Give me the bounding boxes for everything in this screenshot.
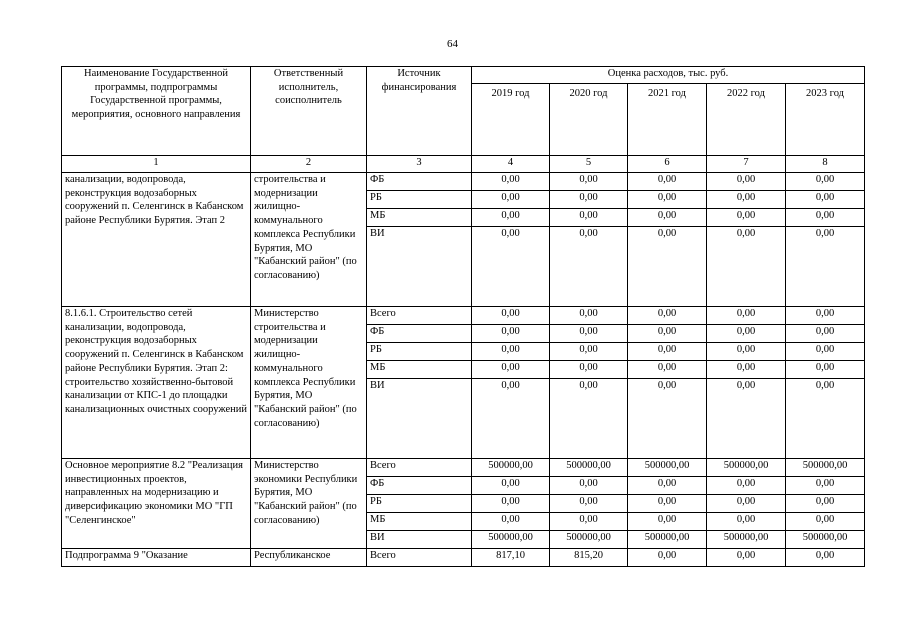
cost-value-cell: 0,00 bbox=[707, 495, 786, 513]
header-responsible: Ответственный исполнитель, соисполнитель bbox=[251, 67, 367, 156]
header-year: 2023 год bbox=[786, 84, 865, 156]
column-number: 7 bbox=[707, 156, 786, 173]
cost-value-cell: 0,00 bbox=[707, 513, 786, 531]
cost-value-cell: 0,00 bbox=[786, 361, 865, 379]
responsible-cell: строительства и модернизации жилищно-коммунального комплекса Республики Бурятия, МО "Кабанский район" (по согласованию) bbox=[251, 173, 367, 307]
cost-value-cell: 0,00 bbox=[628, 173, 707, 191]
cost-value-cell: 0,00 bbox=[550, 361, 628, 379]
cost-value-cell: 0,00 bbox=[786, 191, 865, 209]
cost-value-cell: 0,00 bbox=[472, 307, 550, 325]
funding-source-cell: ФБ bbox=[367, 477, 472, 495]
funding-source-cell: РБ bbox=[367, 191, 472, 209]
page-number: 64 bbox=[447, 38, 458, 50]
funding-source-cell: ВИ bbox=[367, 531, 472, 549]
cost-value-cell: 0,00 bbox=[472, 361, 550, 379]
cost-value-cell: 0,00 bbox=[472, 227, 550, 307]
funding-source-cell: Всего bbox=[367, 459, 472, 477]
column-numbers-row bbox=[62, 156, 865, 173]
cost-value-cell: 0,00 bbox=[550, 477, 628, 495]
column-number: 5 bbox=[550, 156, 628, 173]
funding-source-cell: ВИ bbox=[367, 227, 472, 307]
header-name: Наименование Государственной программы, подпрограммы Государственной программы, мероприятия, основного направления bbox=[62, 67, 251, 156]
cost-value-cell: 0,00 bbox=[628, 191, 707, 209]
cost-value-cell: 0,00 bbox=[707, 549, 786, 567]
cost-value-cell: 0,00 bbox=[628, 379, 707, 459]
cost-value-cell: 0,00 bbox=[786, 513, 865, 531]
funding-source-cell: МБ bbox=[367, 513, 472, 531]
cost-value-cell: 0,00 bbox=[707, 477, 786, 495]
funding-source-cell: ФБ bbox=[367, 173, 472, 191]
funding-source-cell: Всего bbox=[367, 307, 472, 325]
cost-value-cell: 0,00 bbox=[550, 379, 628, 459]
cost-value-cell: 500000,00 bbox=[550, 531, 628, 549]
cost-value-cell: 0,00 bbox=[786, 477, 865, 495]
cost-value-cell: 0,00 bbox=[550, 495, 628, 513]
measure-name-cell: Основное мероприятие 8.2 "Реализация инвестиционных проектов, направленных на модернизацию и диверсификацию экономики МО "ГП "Селенгинское" bbox=[62, 459, 251, 549]
header-costs: Оценка расходов, тыс. руб. bbox=[472, 67, 865, 84]
cost-value-cell: 0,00 bbox=[707, 173, 786, 191]
cost-value-cell: 0,00 bbox=[707, 325, 786, 343]
cost-value-cell: 500000,00 bbox=[628, 459, 707, 477]
cost-value-cell: 0,00 bbox=[628, 325, 707, 343]
cost-value-cell: 0,00 bbox=[786, 173, 865, 191]
cost-value-cell: 0,00 bbox=[628, 361, 707, 379]
column-number: 8 bbox=[786, 156, 865, 173]
cost-value-cell: 0,00 bbox=[550, 209, 628, 227]
cost-value-cell: 0,00 bbox=[472, 191, 550, 209]
cost-value-cell: 0,00 bbox=[472, 477, 550, 495]
cost-value-cell: 0,00 bbox=[550, 227, 628, 307]
cost-value-cell: 0,00 bbox=[472, 379, 550, 459]
column-number: 2 bbox=[251, 156, 367, 173]
column-number: 1 bbox=[62, 156, 251, 173]
header-year: 2019 год bbox=[472, 84, 550, 156]
cost-value-cell: 0,00 bbox=[628, 209, 707, 227]
cost-value-cell: 0,00 bbox=[628, 307, 707, 325]
cost-value-cell: 500000,00 bbox=[550, 459, 628, 477]
column-number: 6 bbox=[628, 156, 707, 173]
funding-source-cell: РБ bbox=[367, 495, 472, 513]
responsible-cell: Республиканское bbox=[251, 549, 367, 567]
cost-value-cell: 0,00 bbox=[472, 173, 550, 191]
cost-value-cell: 0,00 bbox=[628, 513, 707, 531]
cost-value-cell: 0,00 bbox=[628, 549, 707, 567]
cost-value-cell: 0,00 bbox=[707, 361, 786, 379]
header-row bbox=[62, 67, 865, 84]
funding-source-cell: Всего bbox=[367, 549, 472, 567]
cost-value-cell: 0,00 bbox=[472, 495, 550, 513]
table-row bbox=[62, 549, 865, 567]
column-number: 3 bbox=[367, 156, 472, 173]
cost-value-cell: 0,00 bbox=[550, 343, 628, 361]
cost-value-cell: 0,00 bbox=[550, 191, 628, 209]
measure-name-cell: канализации, водопровода, реконструкция водозаборных сооружений п. Селенгинск в Кабанском районе Республики Бурятия. Этап 2 bbox=[62, 173, 251, 307]
funding-source-cell: ФБ bbox=[367, 325, 472, 343]
cost-value-cell: 500000,00 bbox=[707, 459, 786, 477]
measure-name-cell: Подпрограмма 9 "Оказание bbox=[62, 549, 251, 567]
cost-value-cell: 500000,00 bbox=[472, 459, 550, 477]
cost-value-cell: 0,00 bbox=[550, 307, 628, 325]
cost-value-cell: 0,00 bbox=[707, 191, 786, 209]
cost-value-cell: 0,00 bbox=[472, 343, 550, 361]
cost-value-cell: 0,00 bbox=[786, 379, 865, 459]
funding-source-cell: РБ bbox=[367, 343, 472, 361]
header-source: Источник финансирования bbox=[367, 67, 472, 156]
cost-value-cell: 0,00 bbox=[472, 513, 550, 531]
cost-value-cell: 0,00 bbox=[707, 209, 786, 227]
table-row bbox=[62, 173, 865, 191]
table-row bbox=[62, 459, 865, 477]
funding-source-cell: МБ bbox=[367, 209, 472, 227]
cost-value-cell: 0,00 bbox=[628, 343, 707, 361]
cost-value-cell: 0,00 bbox=[628, 227, 707, 307]
funding-source-cell: ВИ bbox=[367, 379, 472, 459]
measure-name-cell: 8.1.6.1. Строительство сетей канализации, водопровода, реконструкция водозаборных сооружений п. Селенгинск в Кабанском районе Республики Бурятия. Этап 2: строительство хозяйственно-бытовой канализации от КПС-1 до площадки канализационных очистных сооружений bbox=[62, 307, 251, 459]
cost-value-cell: 0,00 bbox=[786, 307, 865, 325]
cost-value-cell: 0,00 bbox=[707, 343, 786, 361]
cost-value-cell: 500000,00 bbox=[628, 531, 707, 549]
cost-value-cell: 817,10 bbox=[472, 549, 550, 567]
cost-value-cell: 0,00 bbox=[707, 307, 786, 325]
cost-value-cell: 500000,00 bbox=[472, 531, 550, 549]
header-year: 2020 год bbox=[550, 84, 628, 156]
cost-value-cell: 0,00 bbox=[472, 325, 550, 343]
cost-value-cell: 0,00 bbox=[550, 173, 628, 191]
cost-value-cell: 500000,00 bbox=[786, 531, 865, 549]
cost-value-cell: 500000,00 bbox=[707, 531, 786, 549]
cost-value-cell: 0,00 bbox=[472, 209, 550, 227]
budget-table bbox=[61, 66, 865, 567]
cost-value-cell: 0,00 bbox=[786, 549, 865, 567]
cost-value-cell: 0,00 bbox=[786, 227, 865, 307]
cost-value-cell: 0,00 bbox=[786, 209, 865, 227]
column-number: 4 bbox=[472, 156, 550, 173]
responsible-cell: Министерство строительства и модернизации жилищно-коммунального комплекса Республики Бурятия, МО "Кабанский район" (по согласованию) bbox=[251, 307, 367, 459]
cost-value-cell: 0,00 bbox=[707, 227, 786, 307]
responsible-cell: Министерство экономики Республики Бурятия, МО "Кабанский район" (по согласованию) bbox=[251, 459, 367, 549]
cost-value-cell: 0,00 bbox=[786, 343, 865, 361]
cost-value-cell: 0,00 bbox=[628, 495, 707, 513]
table-row bbox=[62, 307, 865, 325]
cost-value-cell: 0,00 bbox=[550, 325, 628, 343]
cost-value-cell: 0,00 bbox=[786, 495, 865, 513]
cost-value-cell: 0,00 bbox=[707, 379, 786, 459]
header-year: 2021 год bbox=[628, 84, 707, 156]
funding-source-cell: МБ bbox=[367, 361, 472, 379]
cost-value-cell: 0,00 bbox=[786, 325, 865, 343]
cost-value-cell: 0,00 bbox=[628, 477, 707, 495]
header-year: 2022 год bbox=[707, 84, 786, 156]
cost-value-cell: 815,20 bbox=[550, 549, 628, 567]
cost-value-cell: 500000,00 bbox=[786, 459, 865, 477]
cost-value-cell: 0,00 bbox=[550, 513, 628, 531]
